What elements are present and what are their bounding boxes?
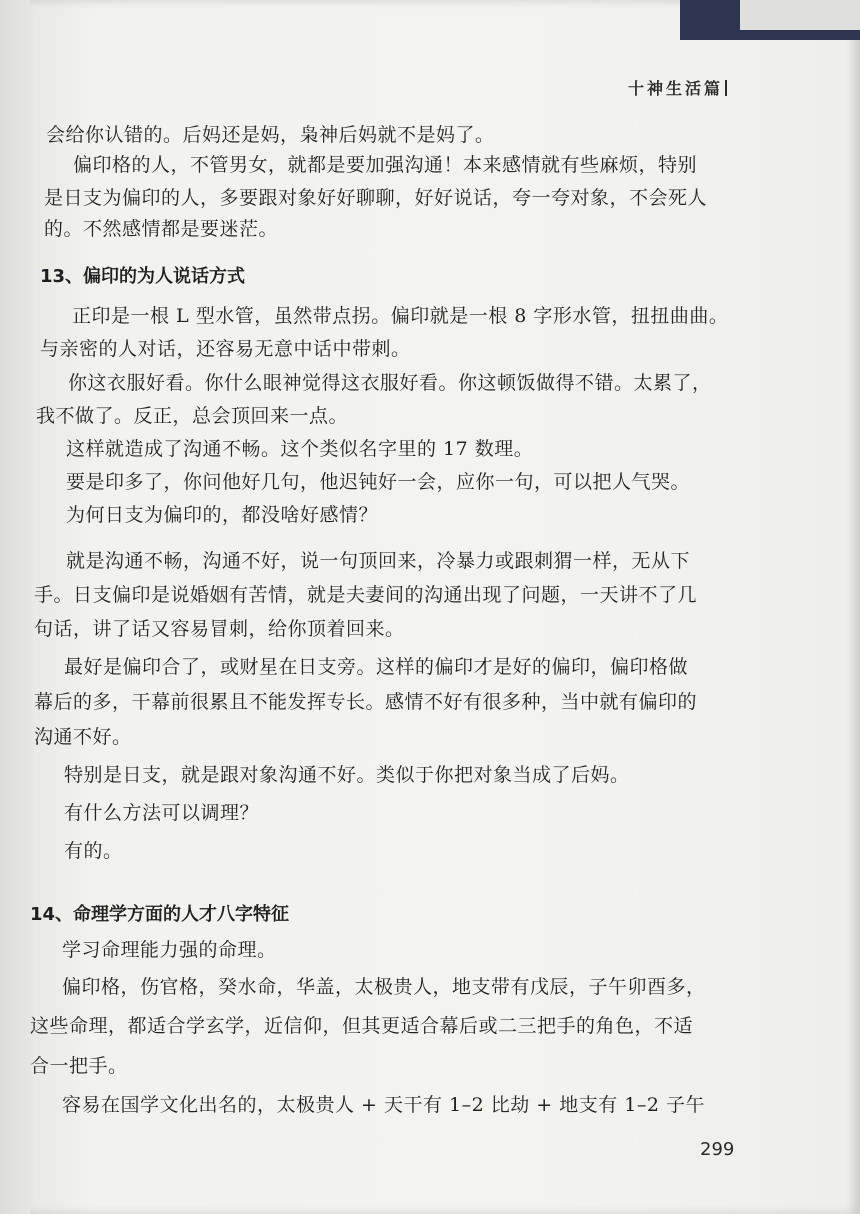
section-heading-14: 14、命理学方面的人才八字特征 [30,904,290,925]
text-line-2b: 本来感情就有些麻烦，特别 [463,154,698,176]
text-line-15: 最好是偏印合了，或财星在日支旁。这样的偏印才是好的偏印，偏印格做 [64,656,689,678]
running-head: 十神生活篇 [628,76,727,99]
text-line-24: 合一把手。 [30,1055,128,1077]
section-heading-13: 13、偏印的为人说话方式 [40,266,246,287]
text-line-6: 与亲密的人对话，还容易无意中话中带刺。 [40,338,411,360]
text-line-19: 有什么方法可以调理？ [64,802,260,824]
text-line-2 [73,150,697,177]
text-line-4: 的。不然感情都是要迷茫。 [44,218,279,240]
text-line-9: 这样就造成了沟通不畅。这个类似名字里的 17 数理。 [66,438,534,460]
text-line-14: 句话，讲了话又容易冒刺，给你顶着回来。 [34,618,405,640]
text-line-10: 要是印多了，你问他好几句，他迟钝好一会，应你一句，可以把人气哭。 [66,471,691,493]
text-line-11: 为何日支为偏印的，都没啥好感情？ [66,504,379,526]
page-corner [740,0,860,30]
page-number: 299 [700,1139,735,1160]
text-line-1: 会给你认错的。后妈还是妈，枭神后妈就不是妈了。 [46,124,495,146]
text-line-23: 这些命理，都适合学玄学，近信仰，但其更适合幕后或二三把手的角色，不适 [30,1015,694,1037]
text-line-8: 我不做了。反正，总会顶回来一点。 [36,405,349,427]
text-line-21: 学习命理能力强的命理。 [62,939,277,961]
text-line-12: 就是沟通不畅，沟通不好，说一句顶回来，冷暴力或跟刺猬一样，无从下 [66,550,691,572]
text-line-22: 偏印格，伤官格，癸水命，华盖，太极贵人，地支带有戊辰，子午卯酉多， [62,976,706,998]
running-head-bar [725,80,727,96]
text-line-20: 有的。 [64,840,123,862]
text-line-18: 特别是日支，就是跟对象沟通不好。类似于你把对象当成了后妈。 [64,764,630,786]
text-line-2a: 偏印格的人，不管男女，就都是要加强沟通！ [73,154,464,176]
text-line-25: 容易在国学文化出名的，太极贵人 + 天干有 1–2 比劫 + 地支有 1–2 子午 [62,1094,706,1116]
text-line-3: 是日支为偏印的人，多要跟对象好好聊聊，好好说话，夸一夸对象，不会死人 [44,187,708,209]
text-line-13: 手。日支偏印是说婚姻有苦情，就是夫妻间的沟通出现了问题，一天讲不了几 [34,584,698,606]
text-line-17: 沟通不好。 [34,726,132,748]
text-line-7: 你这衣服好看。你什么眼神觉得这衣服好看。你这顿饭做得不错。太累了， [68,372,712,394]
text-line-5: 正印是一根 L 型水管，虽然带点拐。偏印就是一根 8 字形水管，扭扭曲曲。 [72,305,729,327]
text-line-16: 幕后的多，干幕前很累且不能发挥专长。感情不好有很多种，当中就有偏印的 [34,691,698,713]
